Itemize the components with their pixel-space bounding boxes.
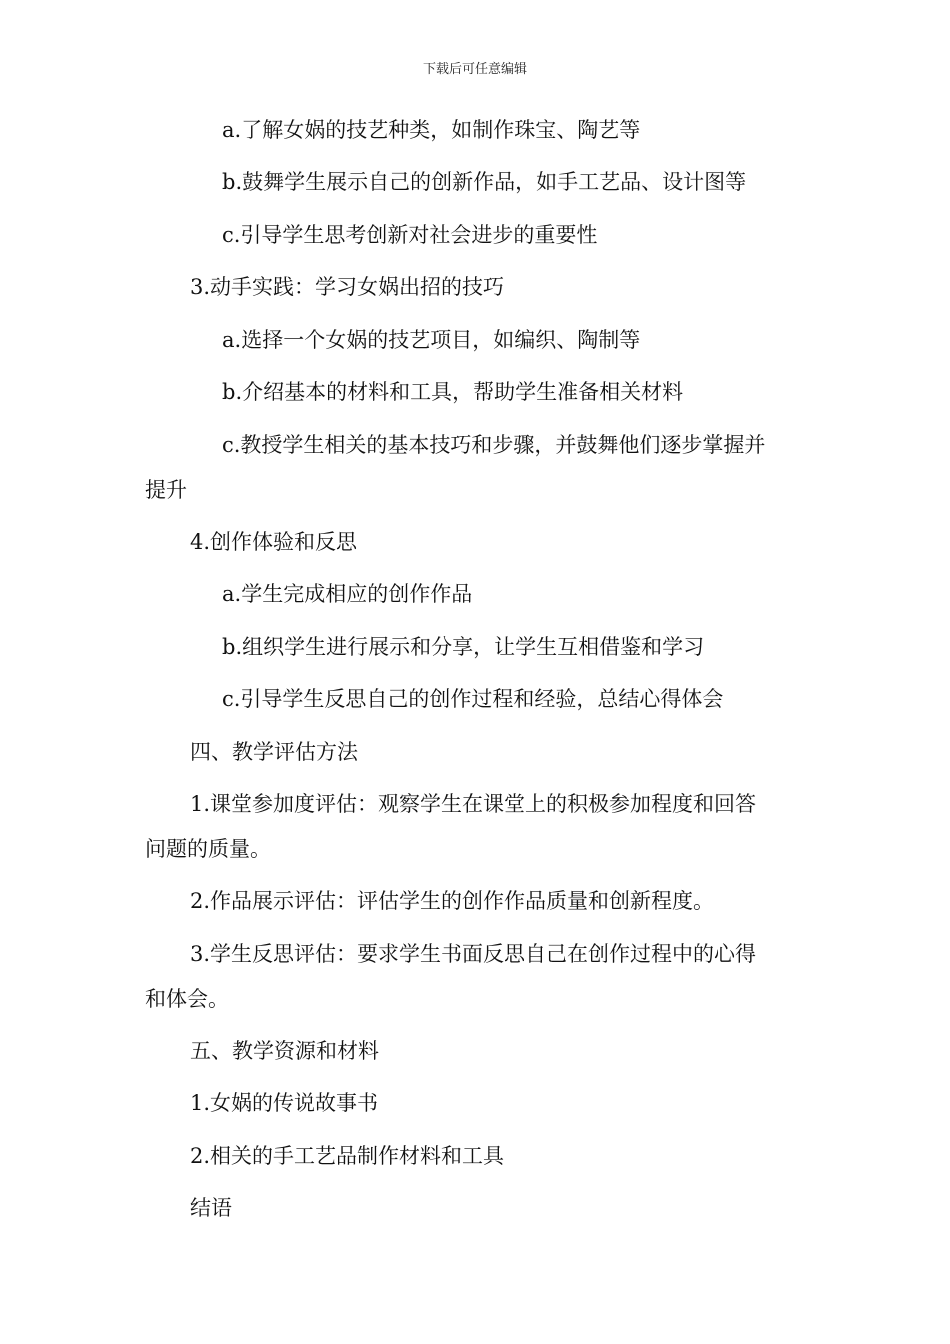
text-line: c.引导学生思考创新对社会进步的重要性 [222,223,598,247]
text-line: a.选择一个女娲的技艺项目，如编织、陶制等 [222,328,641,352]
text-line: a.学生完成相应的创作作品 [222,582,473,606]
section-heading: 结语 [190,1196,232,1220]
section-heading: 五、教学资源和材料 [190,1039,379,1063]
text-line: 提升 [145,478,187,502]
text-line: 1.女娲的传说故事书 [190,1091,379,1115]
text-line: b.组织学生进行展示和分享，让学生互相借鉴和学习 [222,635,705,659]
page-header: 下载后可任意编辑 [422,62,527,77]
text-line: 2.相关的手工艺品制作材料和工具 [190,1144,505,1168]
text-line: 和体会。 [145,987,229,1011]
text-line: 1.课堂参加度评估：观察学生在课堂上的积极参加程度和回答 [190,792,757,816]
text-line: b.鼓舞学生展示自己的创新作品，如手工艺品、设计图等 [222,170,747,194]
text-line: b.介绍基本的材料和工具，帮助学生准备相关材料 [222,380,684,404]
text-line: c.引导学生反思自己的创作过程和经验，总结心得体会 [222,687,724,711]
text-line: 问题的质量。 [145,837,271,861]
text-line: 3.动手实践：学习女娲出招的技巧 [190,275,505,299]
section-heading: 四、教学评估方法 [190,740,358,764]
text-line: c.教授学生相关的基本技巧和步骤，并鼓舞他们逐步掌握并 [222,433,766,457]
text-line: 2.作品展示评估：评估学生的创作作品质量和创新程度。 [190,889,715,913]
text-line: a.了解女娲的技艺种类，如制作珠宝、陶艺等 [222,118,641,142]
text-line: 4.创作体验和反思 [190,530,358,554]
text-line: 3.学生反思评估：要求学生书面反思自己在创作过程中的心得 [190,942,757,966]
